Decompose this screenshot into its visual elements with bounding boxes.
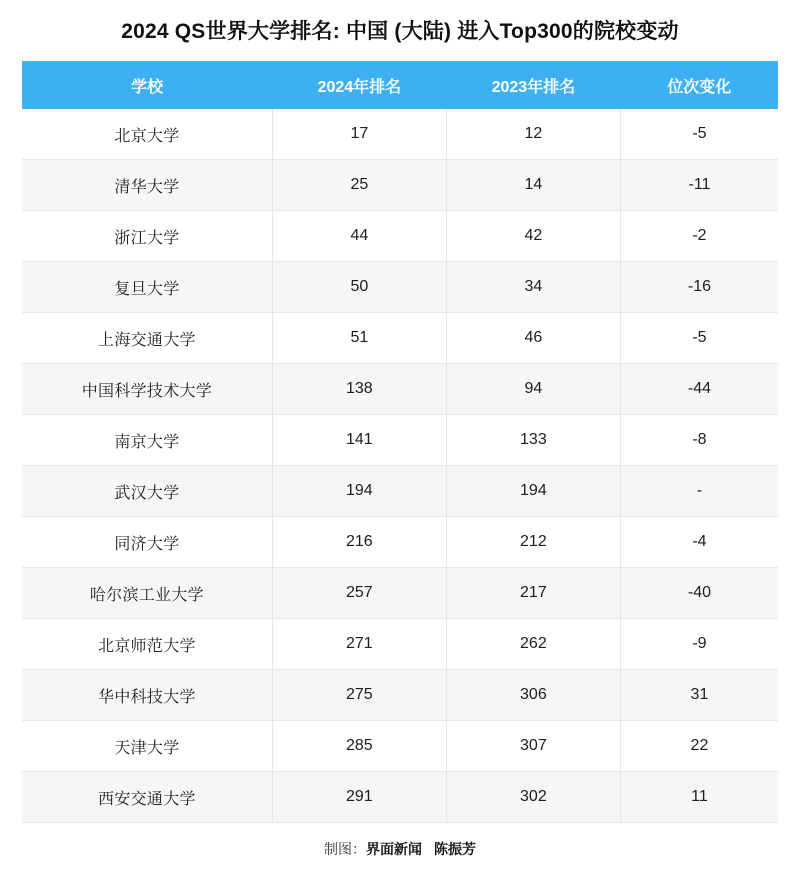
- cell-school: 中国科学技术大学: [22, 364, 272, 415]
- cell-rank-2023: 194: [446, 466, 620, 517]
- table-row: [22, 364, 778, 415]
- cell-delta: -5: [620, 313, 778, 364]
- table-row: [22, 109, 778, 160]
- table-row: [22, 517, 778, 568]
- cell-rank-2024: 51: [272, 313, 446, 364]
- credit-source: 界面新闻: [366, 841, 422, 858]
- cell-delta: 31: [620, 670, 778, 721]
- cell-rank-2023: 302: [446, 772, 620, 823]
- page-title: 2024 QS世界大学排名: 中国 (大陆) 进入Top300的院校变动: [121, 20, 679, 43]
- cell-rank-2024: 44: [272, 211, 446, 262]
- cell-school: 南京大学: [22, 415, 272, 466]
- table-row: [22, 415, 778, 466]
- cell-delta: -2: [620, 211, 778, 262]
- credit-author: 陈振芳: [434, 841, 476, 858]
- cell-rank-2024: 291: [272, 772, 446, 823]
- cell-delta: -16: [620, 262, 778, 313]
- cell-school: 复旦大学: [22, 262, 272, 313]
- table-row: [22, 262, 778, 313]
- table-row: [22, 619, 778, 670]
- cell-rank-2023: 94: [446, 364, 620, 415]
- cell-rank-2023: 133: [446, 415, 620, 466]
- cell-rank-2023: 307: [446, 721, 620, 772]
- cell-rank-2024: 17: [272, 109, 446, 160]
- table-header-row: [22, 61, 778, 109]
- cell-delta: 22: [620, 721, 778, 772]
- cell-school: 北京大学: [22, 109, 272, 160]
- cell-delta: -40: [620, 568, 778, 619]
- cell-rank-2024: 285: [272, 721, 446, 772]
- cell-rank-2024: 257: [272, 568, 446, 619]
- table-row: [22, 160, 778, 211]
- column-header-delta: 位次变化: [620, 61, 778, 109]
- cell-rank-2024: 194: [272, 466, 446, 517]
- cell-school: 武汉大学: [22, 466, 272, 517]
- cell-delta: -9: [620, 619, 778, 670]
- cell-school: 哈尔滨工业大学: [22, 568, 272, 619]
- cell-rank-2023: 262: [446, 619, 620, 670]
- cell-delta: -11: [620, 160, 778, 211]
- credit-label: 制图：: [324, 841, 366, 858]
- table-row: [22, 568, 778, 619]
- table-container: [0, 61, 800, 823]
- cell-rank-2023: 46: [446, 313, 620, 364]
- cell-rank-2023: 306: [446, 670, 620, 721]
- cell-rank-2024: 216: [272, 517, 446, 568]
- column-header-rank-2024: 2024年排名: [272, 61, 446, 109]
- column-header-rank-2023: 2023年排名: [446, 61, 620, 109]
- cell-rank-2024: 50: [272, 262, 446, 313]
- cell-delta: -: [620, 466, 778, 517]
- ranking-table: [22, 61, 778, 823]
- table-row: [22, 721, 778, 772]
- cell-rank-2024: 141: [272, 415, 446, 466]
- cell-school: 西安交通大学: [22, 772, 272, 823]
- cell-school: 清华大学: [22, 160, 272, 211]
- cell-delta: -44: [620, 364, 778, 415]
- cell-rank-2023: 14: [446, 160, 620, 211]
- cell-rank-2023: 217: [446, 568, 620, 619]
- cell-rank-2024: 25: [272, 160, 446, 211]
- table-row: [22, 313, 778, 364]
- table-row: [22, 670, 778, 721]
- table-row: [22, 466, 778, 517]
- credit-footer: [0, 823, 800, 877]
- cell-delta: -5: [620, 109, 778, 160]
- table-body: [22, 109, 778, 823]
- cell-rank-2023: 212: [446, 517, 620, 568]
- cell-rank-2023: 42: [446, 211, 620, 262]
- cell-delta: -4: [620, 517, 778, 568]
- cell-school: 天津大学: [22, 721, 272, 772]
- cell-delta: 11: [620, 772, 778, 823]
- cell-school: 浙江大学: [22, 211, 272, 262]
- table-row: [22, 211, 778, 262]
- column-header-school: 学校: [22, 61, 272, 109]
- table-header: [22, 61, 778, 109]
- cell-school: 上海交通大学: [22, 313, 272, 364]
- cell-school: 同济大学: [22, 517, 272, 568]
- cell-rank-2024: 138: [272, 364, 446, 415]
- cell-rank-2024: 275: [272, 670, 446, 721]
- cell-rank-2024: 271: [272, 619, 446, 670]
- cell-school: 华中科技大学: [22, 670, 272, 721]
- cell-rank-2023: 34: [446, 262, 620, 313]
- cell-school: 北京师范大学: [22, 619, 272, 670]
- cell-rank-2023: 12: [446, 109, 620, 160]
- cell-delta: -8: [620, 415, 778, 466]
- table-row: [22, 772, 778, 823]
